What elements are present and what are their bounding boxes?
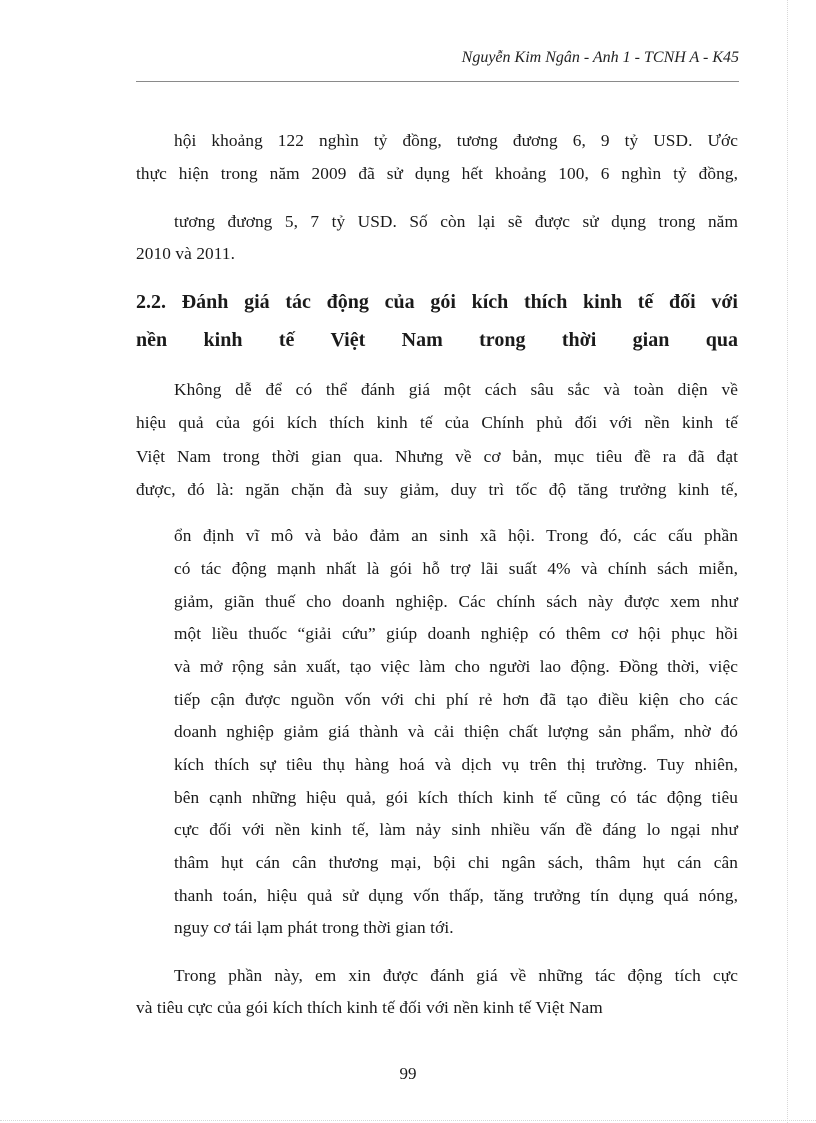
page-number: 99 (399, 1064, 417, 1083)
body-line: Việt Nam trong thời gian qua. Nhưng về cơ bản, mục tiêu đề ra đã đạt (136, 447, 738, 466)
body-line: Trong phần này, em xin được đánh giá về những tác động tích cực (174, 966, 738, 985)
body-line: hiệu quả của gói kích thích kinh tế của Chính phủ đối với nền kinh tế (136, 413, 738, 432)
body-line: thanh toán, hiệu quả sử dụng vốn thấp, tăng trưởng tín dụng quá nóng, (174, 886, 738, 905)
header-rule (136, 81, 739, 82)
body-line: thực hiện trong năm 2009 đã sử dụng hết khoảng 100, 6 nghìn tỷ đồng, (136, 164, 738, 183)
body-line: 2010 và 2011. (136, 244, 236, 263)
body-line: nguy cơ tái lạm phát trong thời gian tới. (174, 918, 454, 937)
body-line: được, đó là: ngăn chặn đà suy giảm, duy trì tốc độ tăng trưởng kinh tế, (136, 480, 738, 499)
body-line: hội khoảng 122 nghìn tỷ đồng, tương đương 6, 9 tỷ USD. Ước (174, 131, 738, 150)
body-line: bên cạnh những hiệu quả, gói kích thích kinh tế cũng có tác động tiêu (174, 788, 738, 807)
page-bottom-border (0, 1120, 816, 1121)
body-line: cực đối với nền kinh tế, làm nảy sinh nhiều vấn đề đáng lo ngại như (174, 820, 738, 839)
body-line: giảm, giãn thuế cho doanh nghiệp. Các chính sách này được xem như (174, 592, 738, 611)
section-heading-line-2: nền kinh tế Việt Nam trong thời gian qua (136, 329, 738, 351)
body-line: tiếp cận được nguồn vốn với chi phí rẻ hơn đã tạo điều kiện cho các (174, 690, 738, 709)
body-line: và mở rộng sản xuất, tạo việc làm cho người lao động. Đồng thời, việc (174, 657, 738, 676)
page-right-border (787, 0, 788, 1123)
body-line: kích thích sự tiêu thụ hàng hoá và dịch vụ trên thị trường. Tuy nhiên, (174, 755, 738, 774)
body-line: và tiêu cực của gói kích thích kinh tế đối với nền kinh tế Việt Nam (136, 998, 603, 1017)
body-line: có tác động mạnh nhất là gói hỗ trợ lãi suất 4% và chính sách miễn, (174, 559, 738, 578)
body-line: một liều thuốc “giải cứu” giúp doanh nghiệp có thêm cơ hội phục hồi (174, 624, 738, 643)
body-line: tương đương 5, 7 tỷ USD. Số còn lại sẽ được sử dụng trong năm (174, 212, 738, 231)
running-header: Nguyễn Kim Ngân - Anh 1 - TCNH A - K45 (461, 49, 739, 66)
body-line: thâm hụt cán cân thương mại, bội chi ngân sách, thâm hụt cán cân (174, 853, 738, 872)
body-line: doanh nghiệp giảm giá thành và cải thiện chất lượng sản phẩm, nhờ đó (174, 722, 738, 741)
body-line: ổn định vĩ mô và bảo đảm an sinh xã hội. Trong đó, các cấu phần (174, 526, 738, 545)
section-heading-line-1: 2.2. Đánh giá tác động của gói kích thích kinh tế đối với (136, 291, 738, 313)
body-line: Không dễ để có thể đánh giá một cách sâu sắc và toàn diện về (174, 380, 738, 399)
